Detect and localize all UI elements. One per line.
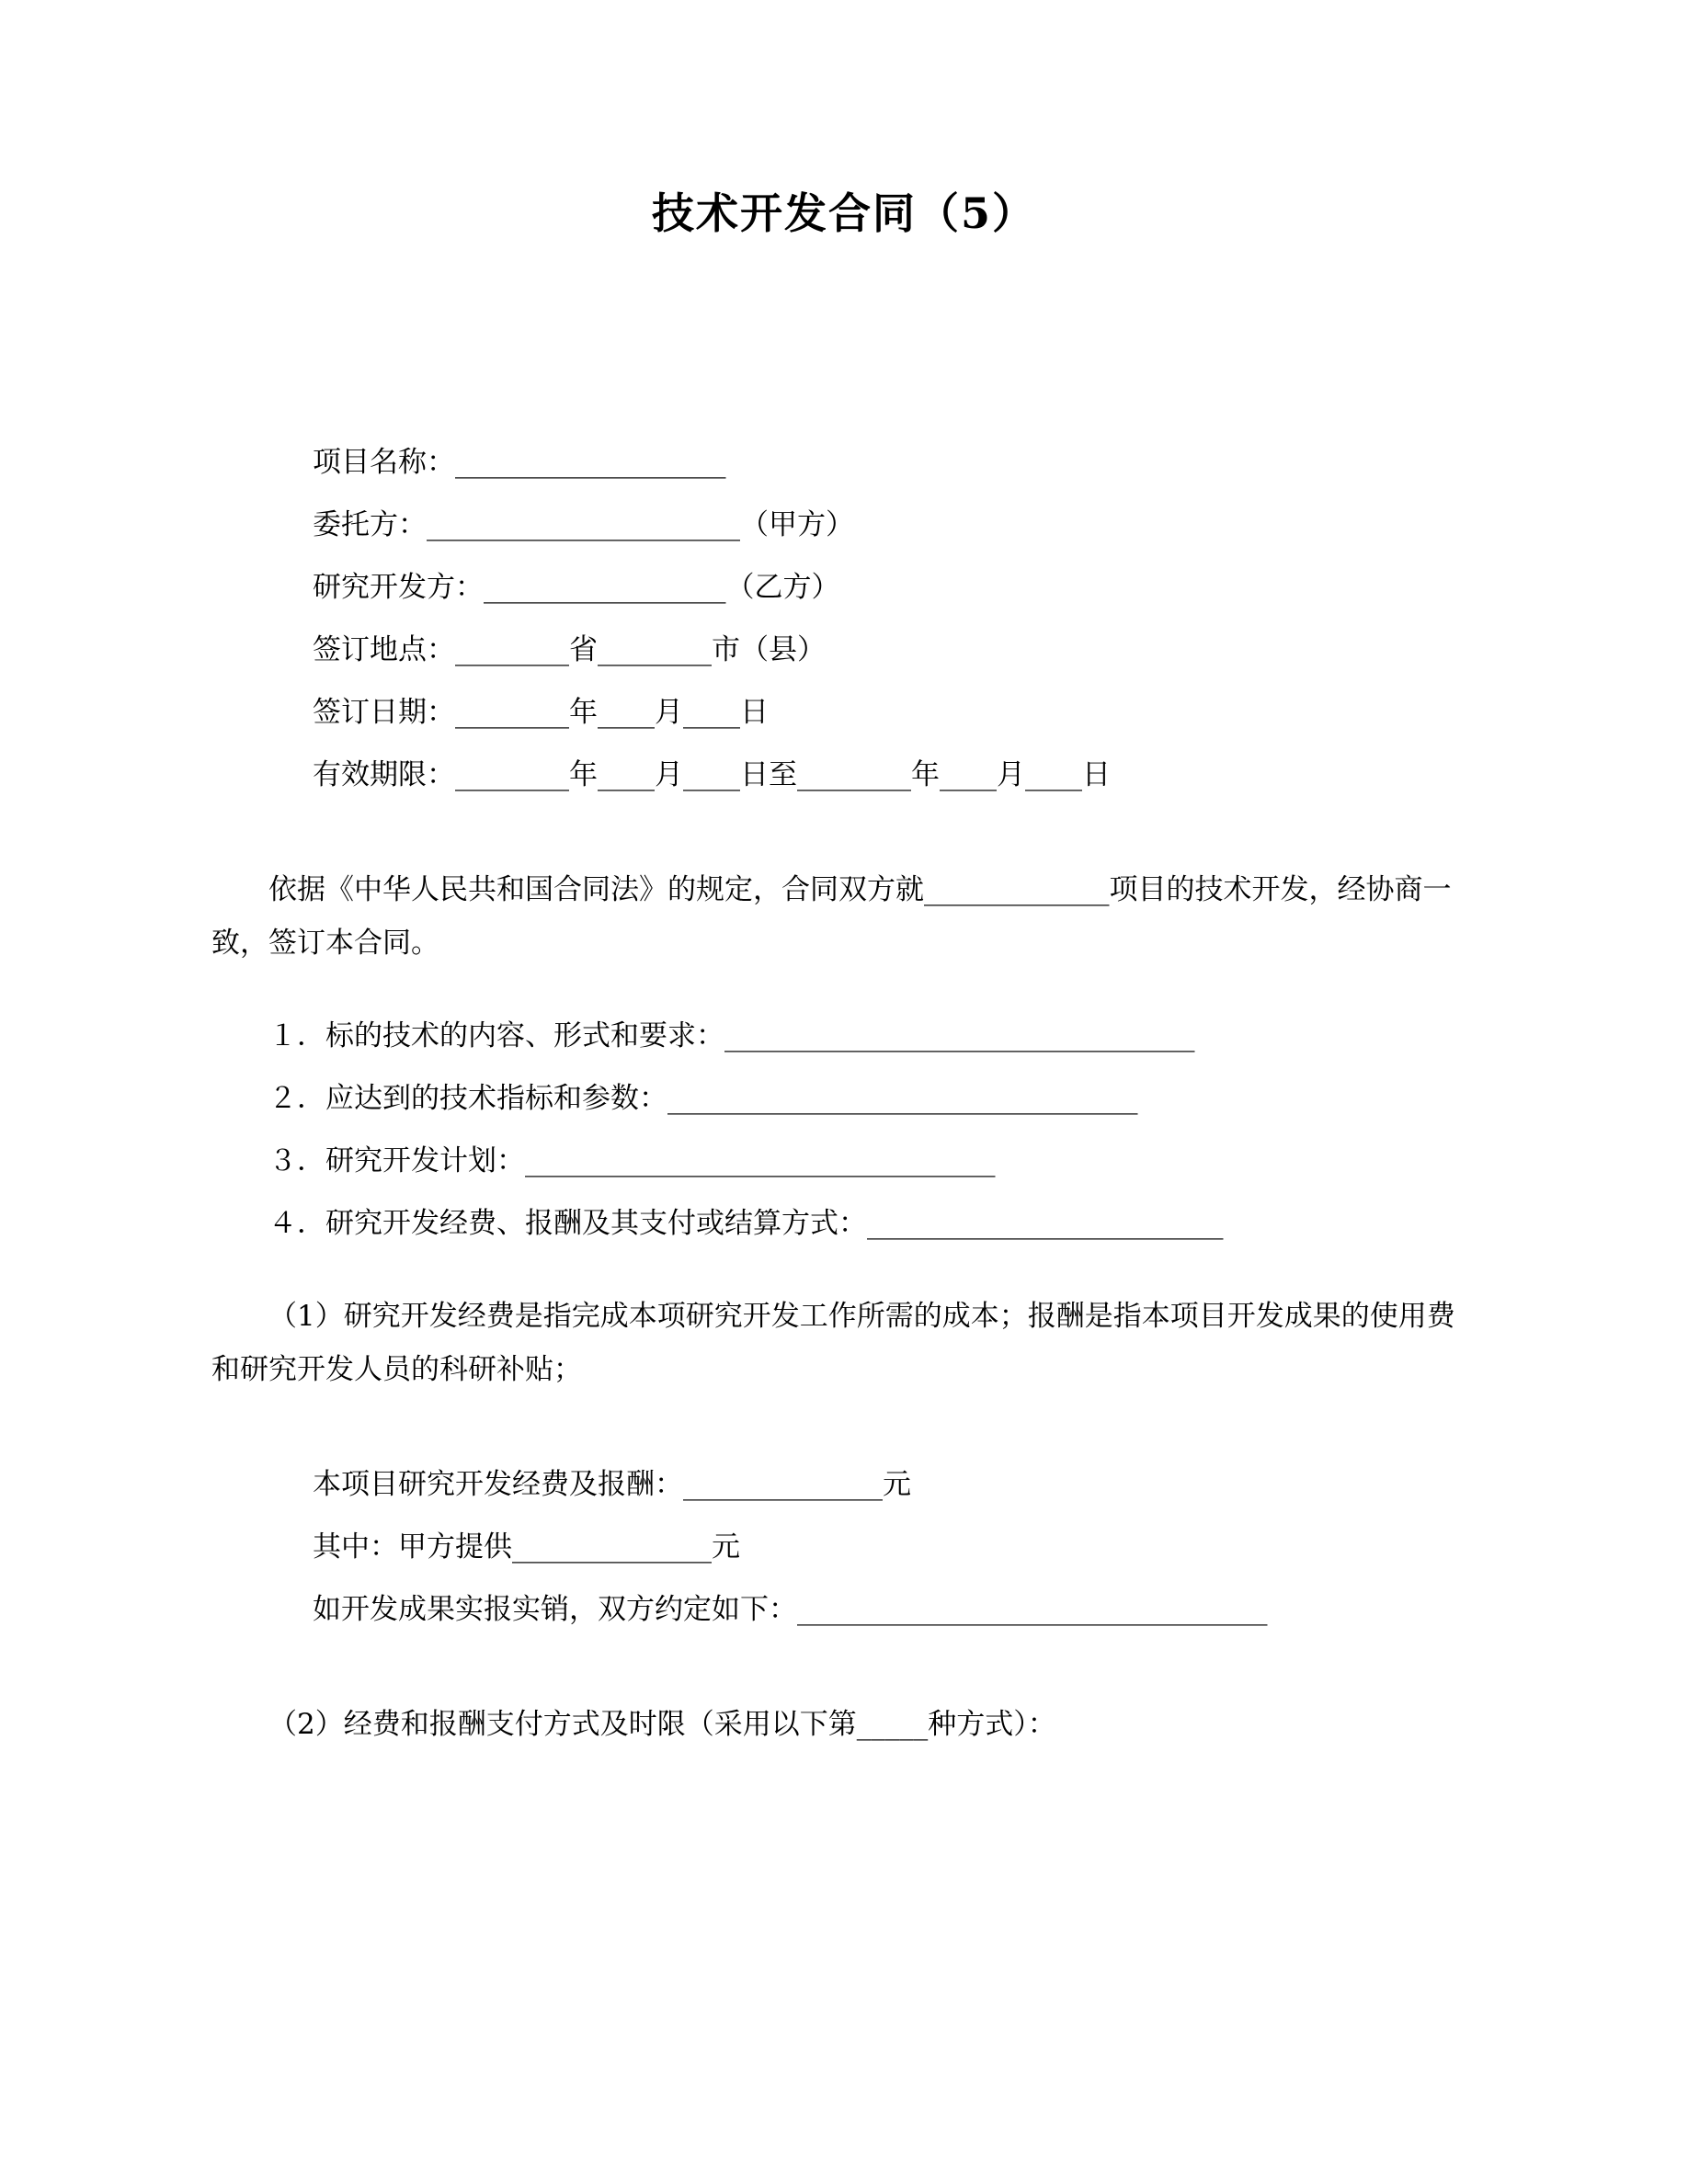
list-item: ２．应达到的技术指标和参数：_________________________________ [268,1082,1138,1116]
field-signing-place: 签订地点：________省________市（县） [313,633,826,667]
sub-line-total-funding: 本项目研究开发经费及报酬：______________元 [313,1468,911,1502]
title-spacer [211,243,1477,431]
list-item: ４．研究开发经费、报酬及其支付或结算方式：_________________________ [268,1207,1224,1241]
field-developer-party: 研究开发方：_________________（乙方） [313,571,840,605]
list-spacer [211,1255,1477,1290]
list-item: １．标的技术的内容、形式和要求：_________________________________ [268,1019,1195,1053]
clause-paragraph-1: （1）研究开发经费是指完成本项研究开发工作所需的成本；报酬是指本项目开发成果的使用费和研究开发人员的科研补贴； [211,1300,1455,1387]
list-item: ３．研究开发计划：_________________________________ [268,1144,996,1178]
intro-spacer [211,970,1477,1005]
sub-lines [211,1453,1477,1641]
field-validity-period: 有效期限：________年____月____日至________年____月____日 [313,758,1111,792]
field-client-party: 委托方：______________________（甲方） [313,508,854,542]
clause-paragraph-2: （2）经费和报酬支付方式及时限（采用以下第_____种方式）： [268,1708,1056,1742]
page-title: 技术开发合同（5） [651,188,1036,238]
fields-spacer [211,806,1477,863]
clause1-spacer [211,1396,1477,1453]
numbered-list [211,1005,1477,1255]
sub-line-party-a-funding: 其中：甲方提供______________元 [313,1530,740,1564]
field-project-name: 项目名称：___________________ [313,446,726,480]
header-fields [211,431,1477,806]
sub-line-reimbursement: 如开发成果实报实销，双方约定如下：_________________________________ [313,1593,1268,1627]
field-signing-date: 签订日期：________年____月____日 [313,696,769,730]
intro-paragraph: 依据《中华人民共和国合同法》的规定，合同双方就_____________项目的技术开发，经协商一致，签订本合同。 [211,873,1452,961]
sublines-spacer [211,1641,1477,1698]
